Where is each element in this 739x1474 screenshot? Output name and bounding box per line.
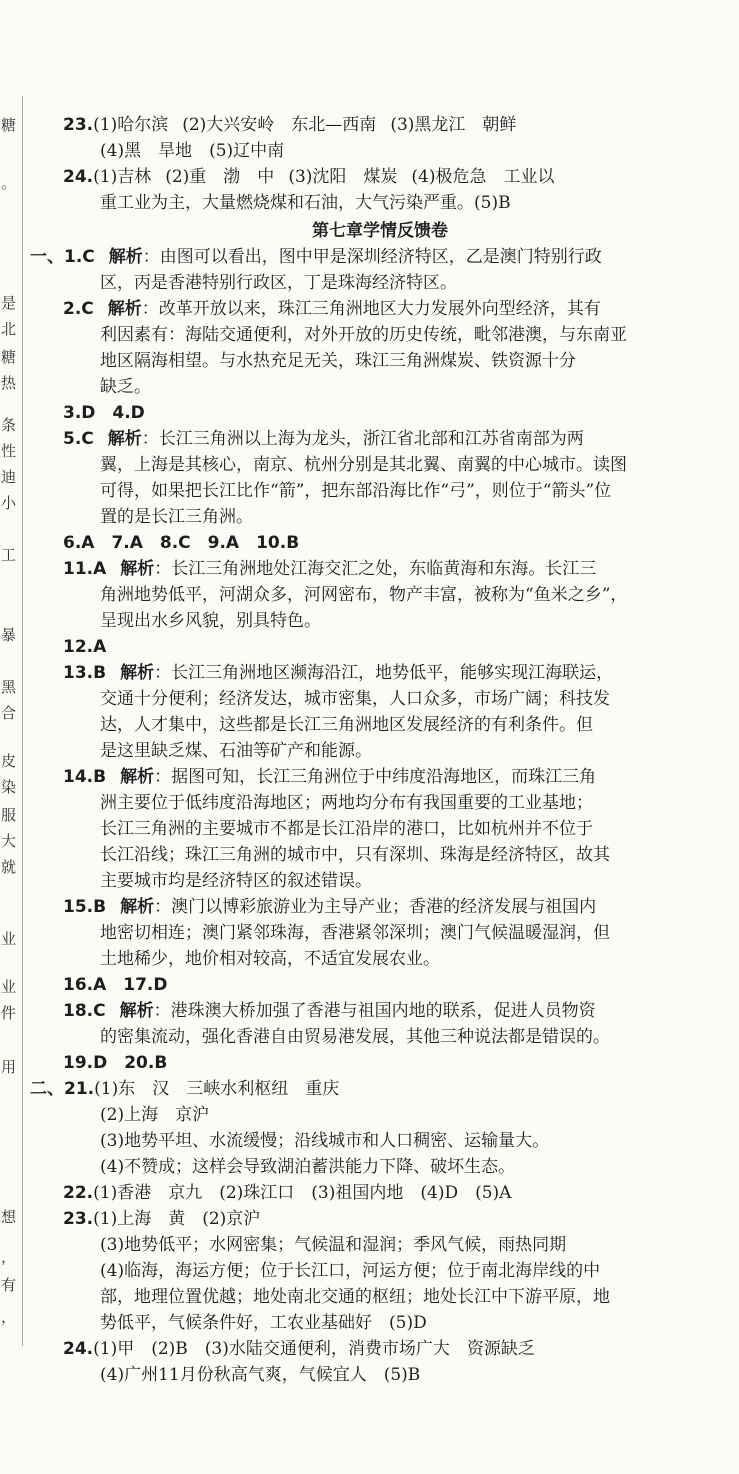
column-divider	[22, 96, 23, 1346]
answer-line: 的密集流动，强化香港自由贸易港发展，其他三种说法都是错误的。	[100, 1027, 610, 1047]
answer-line: (2)上海 京沪	[100, 1105, 210, 1125]
margin-fragment: ，	[1, 1248, 17, 1266]
margin-fragment: 服	[1, 806, 17, 824]
answer-line: 长江三角洲的主要城市不都是长江沿岸的港口，比如杭州并不位于	[100, 819, 593, 839]
answer-q19-20: 19.D 20.B	[63, 1053, 168, 1073]
answer-line: (4)广州11月份秋高气爽，气候宜人 (5)B	[100, 1365, 421, 1385]
answer-q11: 11.A 解析：长江三角洲地处江海交汇之处，东临黄海和东海。长江三	[63, 559, 597, 579]
answer-q2: 2.C 解析：改革开放以来，珠江三角洲地区大力发展外向型经济，其有	[63, 299, 601, 319]
margin-fragment: 暴	[1, 626, 17, 644]
answer-q13: 13.B 解析：长江三角洲地区濒海沿江，地势低平，能够实现江海联运，	[63, 663, 614, 683]
margin-fragment: 就	[1, 858, 17, 876]
margin-fragment: 条	[1, 416, 17, 434]
answer-q22: 22.(1)香港 京九 (2)珠江口 (3)祖国内地 (4)D (5)A	[63, 1183, 512, 1203]
answer-line-24-cont: 重工业为主，大量燃烧煤和石油，大气污染严重。(5)B	[100, 193, 511, 213]
answer-q15: 15.B 解析：澳门以博彩旅游业为主导产业；香港的经济发展与祖国内	[63, 897, 597, 917]
answer-q6-10: 6.A 7.A 8.C 9.A 10.B	[63, 533, 300, 553]
margin-fragment: 糖	[1, 116, 17, 134]
answer-q5: 5.C 解析：长江三角洲以上海为龙头，浙江省北部和江苏省南部为两	[63, 429, 584, 449]
answer-line-23-cont: (4)黑 旱地 (5)辽中南	[100, 141, 285, 161]
margin-fragment: 染	[1, 778, 17, 796]
answer-line: 地密切相连；澳门紧邻珠海，香港紧邻深圳；澳门气候温暖湿润，但	[100, 923, 610, 943]
answer-q12: 12.A	[63, 637, 107, 657]
answer-line: 达，人才集中，这些都是长江三角洲地区发展经济的有利条件。但	[100, 715, 593, 735]
answer-line: 洲主要位于低纬度沿海地区；两地均分布有我国重要的工业基地；	[100, 793, 593, 813]
margin-fragment: 业	[1, 978, 17, 996]
margin-fragment: 想	[1, 1208, 17, 1226]
answer-line: 地区隔海相望。与水热充足无关，珠江三角洲煤炭、铁资源十分	[100, 351, 576, 371]
answer-q21: 二、21.(1)东 汉 三峡水利枢纽 重庆	[30, 1079, 340, 1099]
answer-line: 利因素有：海陆交通便利，对外开放的历史传统，毗邻港澳，与东南亚	[100, 325, 627, 345]
answer-q16-17: 16.A 17.D	[63, 975, 168, 995]
margin-fragment: 热	[1, 374, 17, 392]
answer-line: 翼，上海是其核心，南京、杭州分别是其北翼、南翼的中心城市。读图	[100, 455, 627, 475]
margin-fragment: 糖	[1, 348, 17, 366]
margin-fragment: 件	[1, 1004, 17, 1022]
margin-fragment: 小	[1, 494, 17, 512]
answer-line: 呈现出水乡风貌，别具特色。	[100, 611, 321, 631]
answer-line: 缺乏。	[100, 377, 151, 397]
answer-q14: 14.B 解析：据图可知，长江三角洲位于中纬度沿海地区，而珠江三角	[63, 767, 597, 787]
margin-fragment: 大	[1, 832, 17, 850]
margin-fragment: 。	[1, 174, 17, 192]
answer-line: 是这里缺乏煤、石油等矿产和能源。	[100, 741, 372, 761]
answer-q18: 18.C 解析：港珠澳大桥加强了香港与祖国内地的联系，促进人员物资	[63, 1001, 596, 1021]
margin-fragment: 性	[1, 442, 17, 460]
answer-q24: 24.(1)甲 (2)B (3)水陆交通便利，消费市场广大 资源缺乏	[63, 1339, 535, 1359]
answer-line: 可得，如果把长江比作“箭”，把东部沿海比作“弓”，则位于“箭头”位	[100, 481, 612, 501]
answer-line: 土地稀少，地价相对较高，不适宜发展农业。	[100, 949, 440, 969]
answer-line: (4)临海，海运方便；位于长江口，河运方便；位于南北海岸线的中	[100, 1261, 601, 1281]
answer-line: 角洲地势低平，河湖众多，河网密布，物产丰富，被称为“鱼米之乡”，	[100, 585, 628, 605]
answer-line: 主要城市均是经济特区的叙述错误。	[100, 871, 372, 891]
margin-fragment: 业	[1, 930, 17, 948]
margin-fragment: 是	[1, 294, 17, 312]
margin-fragment: 用	[1, 1058, 17, 1076]
answer-line: 交通十分便利；经济发达，城市密集，人口众多，市场广阔；科技发	[100, 689, 610, 709]
answer-line: 部，地理位置优越；地处南北交通的枢纽；地处长江中下游平原，地	[100, 1287, 610, 1307]
answer-q23: 23.(1)上海 黄 (2)京沪	[63, 1209, 261, 1229]
answer-line: 区，丙是香港特别行政区，丁是珠海经济特区。	[100, 273, 457, 293]
answer-line: 置的是长江三角洲。	[100, 507, 253, 527]
section-title: 第七章学情反馈卷	[312, 221, 448, 241]
answer-content	[30, 112, 730, 1388]
margin-fragment: 迪	[1, 468, 17, 486]
answer-q1: 一、1.C 解析：由图可以看出，图中甲是深圳经济特区，乙是澳门特别行政	[30, 247, 602, 267]
margin-fragment: 有	[1, 1276, 17, 1294]
margin-fragment: ，	[1, 1308, 17, 1326]
answer-line: (4)不赞成；这样会导致湖泊蓄洪能力下降、破坏生态。	[100, 1157, 516, 1177]
answer-line: 势低平，气候条件好，工农业基础好 (5)D	[100, 1313, 427, 1333]
margin-fragment: 黑	[1, 678, 17, 696]
answer-line-24: 24.(1)吉林 (2)重 渤 中 (3)沈阳 煤炭 (4)极危急 工业以	[63, 167, 555, 187]
answer-line: 长江沿线；珠江三角洲的城市中，只有深圳、珠海是经济特区，故其	[100, 845, 610, 865]
answer-q3-4: 3.D 4.D	[63, 403, 145, 423]
margin-fragment: 皮	[1, 752, 17, 770]
margin-fragment: 北	[1, 320, 17, 338]
margin-fragment: 工	[1, 546, 17, 564]
answer-line: (3)地势低平；水网密集；气候温和湿润；季风气候，雨热同期	[100, 1235, 567, 1255]
margin-fragment: 合	[1, 704, 17, 722]
answer-line-23: 23.(1)哈尔滨 (2)大兴安岭 东北—西南 (3)黑龙江 朝鲜	[63, 115, 517, 135]
answer-line: (3)地势平坦、水流缓慢；沿线城市和人口稠密、运输量大。	[100, 1131, 550, 1151]
